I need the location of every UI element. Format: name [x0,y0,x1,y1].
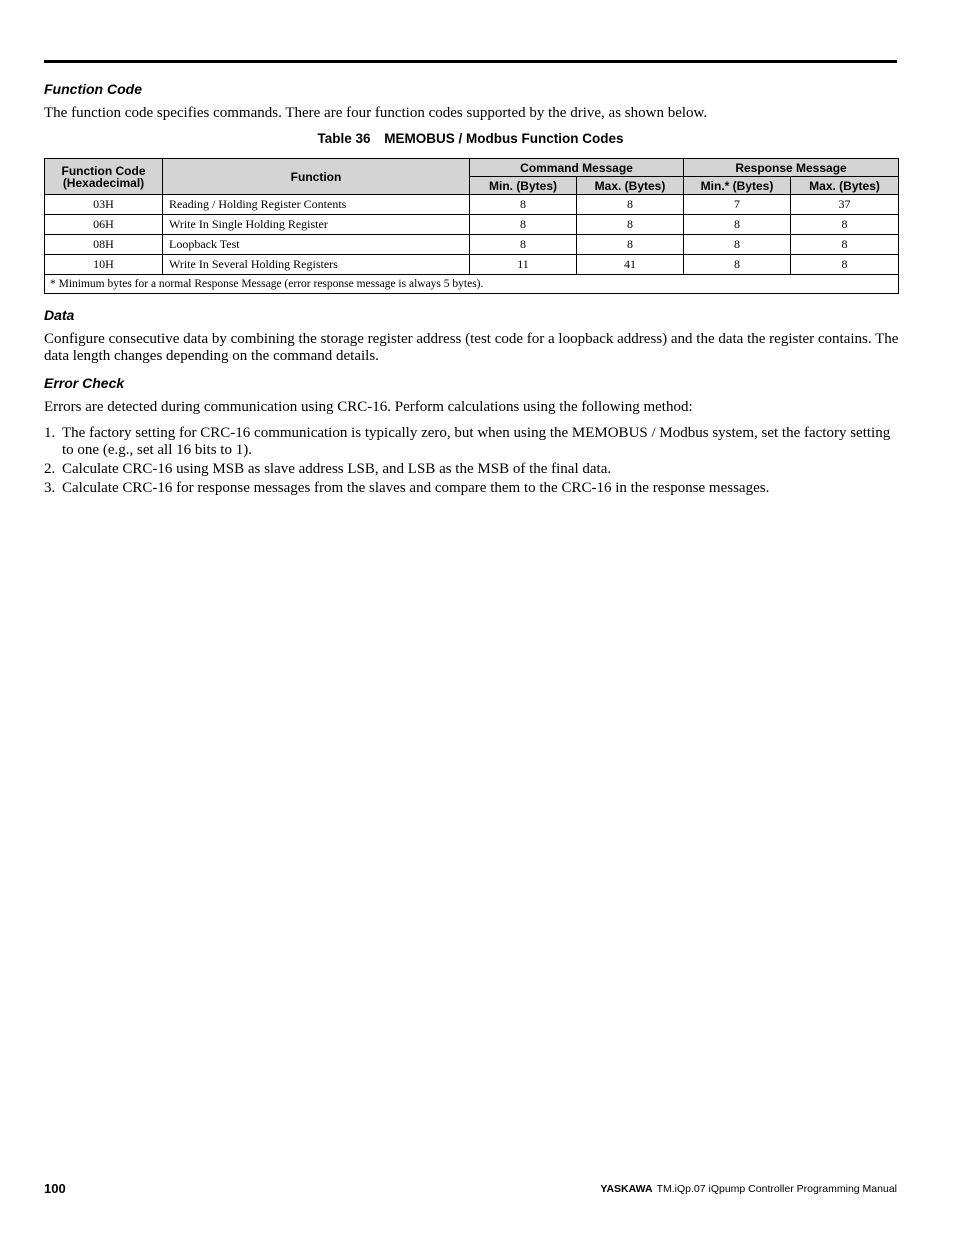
cell-resp-min: 7 [684,195,791,215]
table-caption-title: MEMOBUS / Modbus Function Codes [384,131,624,146]
step-text: The factory setting for CRC-16 communication is typically zero, but when using the MEMOBUS / Modbus system, set the factory setting to one (e.g., set all 16 bits to 1). [62,425,891,458]
cell-code: 10H [45,255,163,275]
page-number: 100 [44,1181,66,1196]
cell-code: 08H [45,235,163,255]
cell-resp-min: 8 [684,215,791,235]
step-number: 1. [44,425,56,441]
cell-cmd-max: 8 [577,215,684,235]
heading-error-check: Error Check [44,375,125,391]
function-code-text: The function code specifies commands. There are four function codes supported by the drive, as shown below. [44,105,708,121]
header-response-max: Max. (Bytes) [791,177,899,195]
list-item [44,480,904,497]
header-function: Function [163,159,470,195]
cell-cmd-min: 8 [470,195,577,215]
cell-resp-min: 8 [684,235,791,255]
header-command-max: Max. (Bytes) [577,177,684,195]
list-item [44,425,904,459]
function-codes-table [44,158,899,294]
cell-cmd-min: 8 [470,215,577,235]
cell-resp-max: 8 [791,235,899,255]
heading-data: Data [44,307,75,323]
step-text: Calculate CRC-16 for response messages from the slaves and compare them to the CRC-16 in the response messages. [62,480,770,496]
table-caption [44,131,897,147]
cell-cmd-min: 8 [470,235,577,255]
footer-brand: YASKAWA [600,1183,653,1195]
table-row [45,235,899,255]
cell-resp-max: 8 [791,215,899,235]
data-text: Configure consecutive data by combining the storage register address (test code for a loopback address) and the data the register contains. The data length changes depending on the command details. [44,331,899,364]
crc-steps-list [44,425,904,499]
list-item [44,461,904,478]
table-footnote: * Minimum bytes for a normal Response Message (error response message is always 5 bytes). [45,275,899,294]
table-row [45,255,899,275]
cell-cmd-max: 41 [577,255,684,275]
step-text: Calculate CRC-16 using MSB as slave address LSB, and LSB as the MSB of the final data. [62,461,612,477]
cell-resp-max: 37 [791,195,899,215]
header-response-min: Min.* (Bytes) [684,177,791,195]
table-footnote-row [45,275,899,294]
cell-code: 03H [45,195,163,215]
heading-function-code: Function Code [44,81,142,97]
cell-resp-max: 8 [791,255,899,275]
header-command-message: Command Message [470,159,684,177]
header-response-message: Response Message [684,159,899,177]
table-caption-number: Table 36 [317,131,371,146]
cell-cmd-max: 8 [577,235,684,255]
cell-function: Write In Several Holding Registers [163,255,470,275]
top-rule [44,60,897,63]
cell-function: Reading / Holding Register Contents [163,195,470,215]
cell-cmd-max: 8 [577,195,684,215]
cell-code: 06H [45,215,163,235]
header-function-code: Function Code (Hexadecimal) [45,159,163,195]
step-number: 3. [44,480,56,496]
cell-function: Write In Single Holding Register [163,215,470,235]
error-check-text: Errors are detected during communication using CRC-16. Perform calculations using the following method: [44,399,693,415]
footer-manual-name: TM.iQp.07 iQpump Controller Programming Manual [656,1183,897,1195]
cell-resp-min: 8 [684,255,791,275]
table-row [45,195,899,215]
table-row [45,215,899,235]
cell-cmd-min: 11 [470,255,577,275]
cell-function: Loopback Test [163,235,470,255]
step-number: 2. [44,461,56,477]
header-command-min: Min. (Bytes) [470,177,577,195]
footer-manual-title [600,1183,897,1195]
